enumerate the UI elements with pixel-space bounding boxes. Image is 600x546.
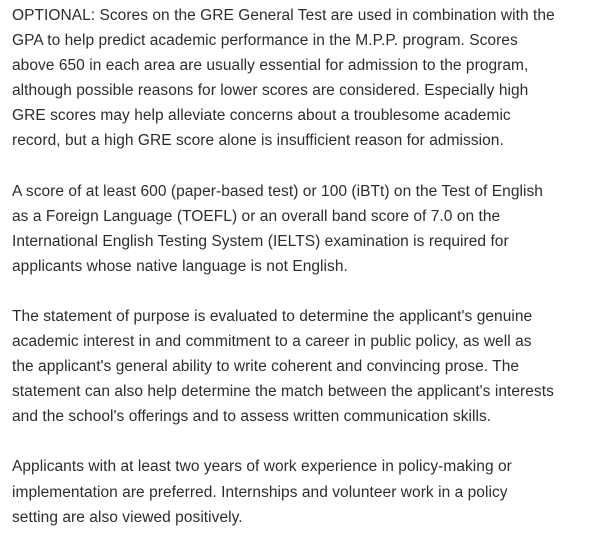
text-line: as a Foreign Language (TOEFL) or an overall band score of 7.0 on the — [12, 207, 501, 225]
text-line: and the school's offerings and to assess written communication skills. — [12, 408, 492, 426]
text-line: International English Testing System (IELTS) examination is required for — [12, 232, 509, 250]
text-line: above 650 in each area are usually essential for admission to the program, — [12, 57, 529, 75]
text-line: setting are also viewed positively. — [12, 508, 243, 526]
text-line: statement can also help determine the match between the applicant's interests — [12, 383, 554, 401]
text-line: Applicants with at least two years of work experience in policy-making or — [12, 458, 512, 476]
paragraph-work-experience — [12, 454, 598, 529]
text-line: OPTIONAL: Scores on the GRE General Test are used in combination with the — [12, 7, 555, 24]
document-body — [12, 3, 598, 530]
text-line: record, but a high GRE score alone is insufficient reason for admission. — [12, 132, 504, 150]
paragraph-english-requirement — [12, 179, 598, 279]
text-line: The statement of purpose is evaluated to determine the applicant's genuine — [12, 307, 533, 325]
text-line: academic interest in and commitment to a career in public policy, as well as — [12, 333, 532, 351]
paragraph-gre-scores — [12, 3, 598, 154]
text-line: the applicant's general ability to write coherent and convincing prose. The — [12, 358, 520, 376]
text-line: A score of at least 600 (paper-based test) or 100 (iBTt) on the Test of English — [12, 182, 543, 200]
text-line: applicants whose native language is not English. — [12, 257, 348, 275]
text-line: GRE scores may help alleviate concerns about a troublesome academic — [12, 107, 511, 125]
paragraph-statement-of-purpose — [12, 304, 598, 429]
text-line: GPA to help predict academic performance in the M.P.P. program. Scores — [12, 32, 518, 50]
text-line: although possible reasons for lower scores are considered. Especially high — [12, 82, 529, 100]
text-line: implementation are preferred. Internships and volunteer work in a policy — [12, 483, 508, 501]
